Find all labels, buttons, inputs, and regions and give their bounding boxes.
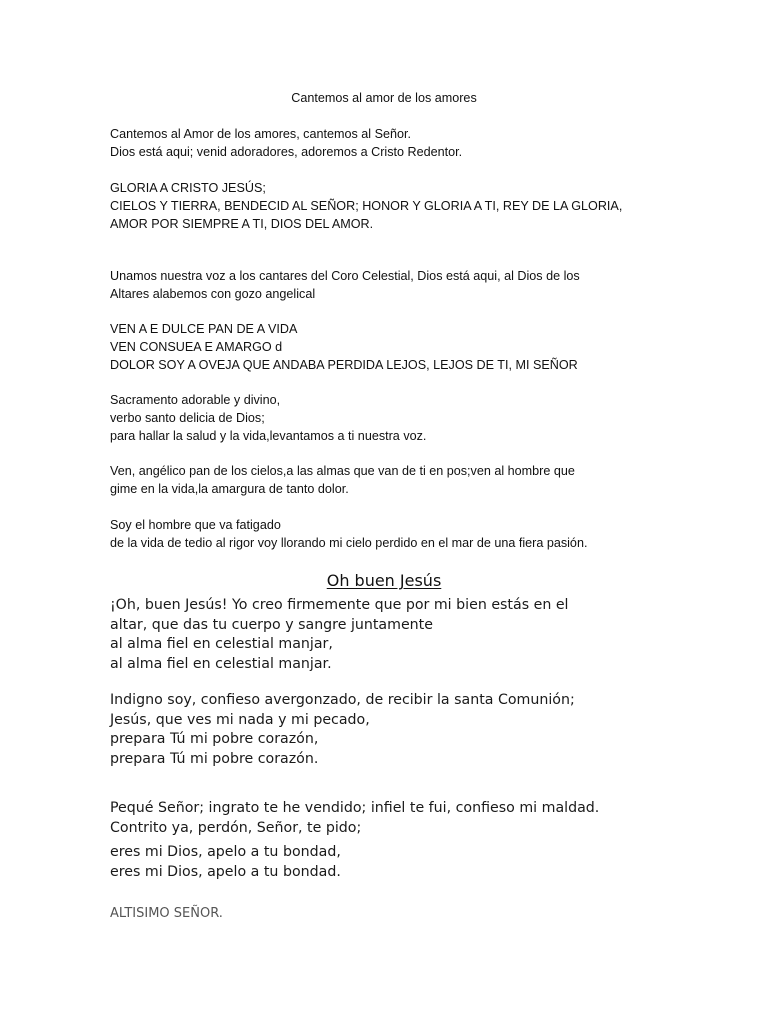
- verse-line: ¡Oh, buen Jesús! Yo creo firmemente que por mi bien estás en el: [110, 597, 569, 613]
- verse-4: [110, 843, 710, 882]
- stanza-line: para hallar la salud y la vida,levantamos a ti nuestra voz.: [110, 429, 427, 443]
- verse-line: eres mi Dios, apelo a tu bondad,: [110, 844, 341, 860]
- stanza-5: [110, 391, 670, 445]
- verse-line: altar, que das tu cuerpo y sangre juntamente: [110, 616, 433, 633]
- song-title: Cantemos al amor de los amores: [291, 91, 477, 105]
- verse-line: prepara Tú mi pobre corazón.: [110, 750, 319, 767]
- stanza-line: Altares alabemos con gozo angelical: [110, 287, 316, 301]
- stanza-line: CIELOS Y TIERRA, BENDECID AL SEÑOR; HONOR Y GLORIA A TI, REY DE LA GLORIA,: [110, 199, 623, 213]
- verse-1: [110, 596, 710, 674]
- verse-line: Contrito ya, perdón, Señor, te pido;: [110, 819, 362, 836]
- verse-line: Jesús, que ves mi nada y mi pecado,: [110, 711, 370, 728]
- stanza-line: Cantemos al Amor de los amores, cantemos al Señor.: [110, 127, 411, 141]
- verse-line: al alma fiel en celestial manjar,: [110, 636, 333, 652]
- stanza-3: [110, 267, 670, 303]
- stanza-7: [110, 516, 670, 552]
- stanza-line: VEN A E DULCE PAN DE A VIDA: [110, 322, 298, 336]
- verse-line: eres mi Dios, apelo a tu bondad.: [110, 863, 341, 880]
- stanza-line: verbo santo delicia de Dios;: [110, 411, 265, 425]
- stanza-line: de la vida de tedio al rigor voy llorando mi cielo perdido en el mar de una fiera pasión.: [110, 536, 588, 550]
- verse-3: [110, 799, 710, 838]
- verse-line: Indigno soy, confieso avergonzado, de recibir la santa Comunión;: [110, 692, 575, 708]
- stanza-4-chorus: [110, 320, 670, 374]
- stanza-6: [110, 462, 670, 498]
- stanza-line: VEN CONSUEA E AMARGO d: [110, 340, 283, 354]
- verse-line: al alma fiel en celestial manjar.: [110, 655, 332, 672]
- stanza-line: Soy el hombre que va fatigado: [110, 518, 281, 532]
- stanza-line: Dios está aqui; venid adoradores, adoremos a Cristo Redentor.: [110, 145, 463, 159]
- closing-heading: ALTISIMO SEÑOR.: [110, 906, 223, 921]
- verse-line: Pequé Señor; ingrato te he vendido; infiel te fui, confieso mi maldad.: [110, 800, 600, 816]
- stanza-line: Sacramento adorable y divino,: [110, 393, 281, 407]
- verse-line: prepara Tú mi pobre corazón,: [110, 731, 319, 747]
- stanza-1: [110, 125, 670, 161]
- verse-2: [110, 691, 710, 769]
- stanza-line: AMOR POR SIEMPRE A TI, DIOS DEL AMOR.: [110, 217, 374, 231]
- stanza-line: DOLOR SOY A OVEJA QUE ANDABA PERDIDA LEJOS, LEJOS DE TI, MI SEÑOR: [110, 358, 578, 372]
- stanza-line: gime en la vida,la amargura de tanto dolor.: [110, 482, 349, 496]
- stanza-line: Ven, angélico pan de los cielos,a las almas que van de ti en pos;ven al hombre que: [110, 464, 575, 478]
- stanza-line: GLORIA A CRISTO JESÚS;: [110, 181, 266, 195]
- second-song-title: Oh buen Jesús: [326, 571, 442, 590]
- stanza-2-chorus: [110, 179, 670, 233]
- stanza-line: Unamos nuestra voz a los cantares del Coro Celestial, Dios está aqui, al Dios de los: [110, 269, 580, 283]
